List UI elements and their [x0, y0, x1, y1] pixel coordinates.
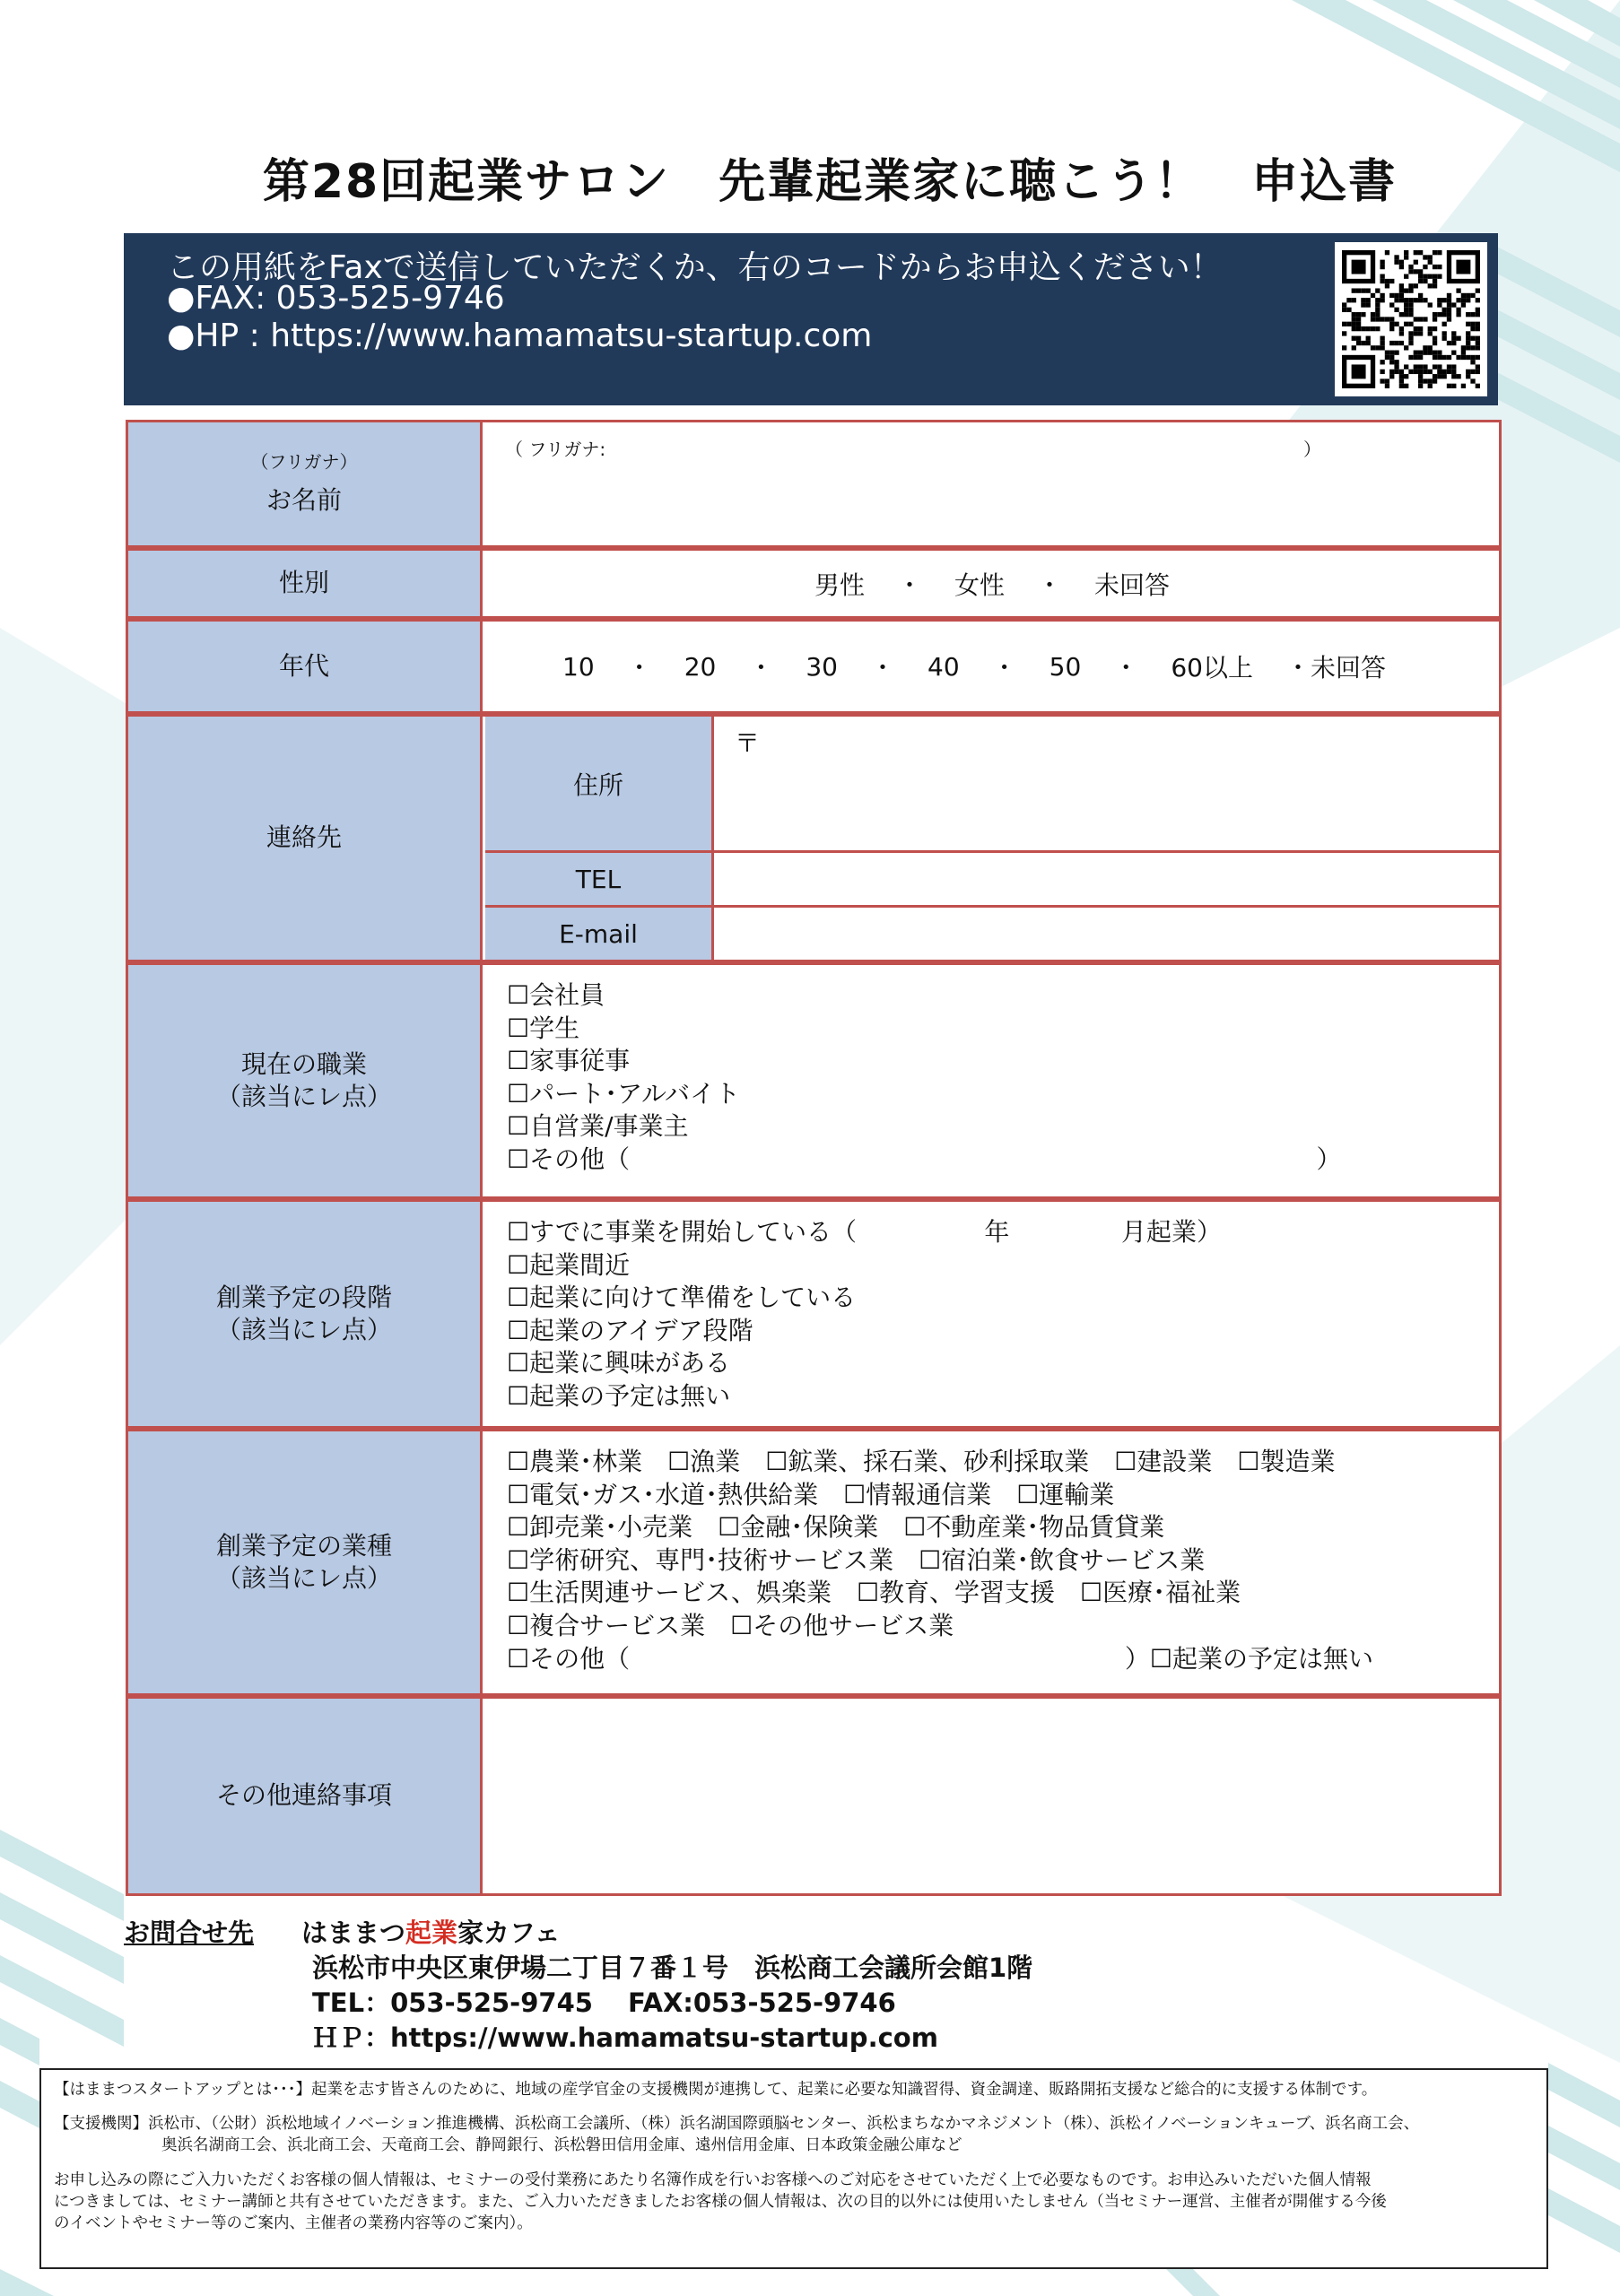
- stage-item-5[interactable]: ☐起業の予定は無い: [507, 1380, 731, 1411]
- tel-label: TEL: [485, 853, 714, 905]
- occupation-row: [126, 962, 1502, 1199]
- industry-note: （該当にレ点）: [215, 1563, 392, 1593]
- stage-item-4[interactable]: ☐起業に興味がある: [507, 1348, 731, 1378]
- inquiry-hp[interactable]: ＨＰ：https://www.hamamatsu-startup.com: [312, 2022, 938, 2053]
- postal-mark: 〒: [735, 728, 761, 758]
- occupation-item-0[interactable]: ☐会社員: [507, 980, 605, 1010]
- inquiry-org: [301, 1916, 561, 1951]
- age-option-0[interactable]: 10: [562, 651, 595, 682]
- support-line-1: 【支援機関】浜松市、（公財）浜松地域イノベーション推進機構、浜松商工会議所、（株）浜名湖国際頭脳センター、浜松まちなかマネジメント（株）、浜松イノベーションキューブ、浜名商工会、: [54, 2115, 1420, 2133]
- notice-support: [54, 2113, 1534, 2156]
- age-option-4[interactable]: 30: [806, 651, 838, 682]
- privacy-line-2: につきましては、セミナー講師と共有させていただきます。また、ご入力いただきましたお客様の個人情報は、次の目的以外には使用いたしません（当セミナー運営、主催者が開催する今後: [54, 2193, 1387, 2211]
- gender-option-3: ・: [1037, 570, 1063, 600]
- occupation-item-1[interactable]: ☐学生: [507, 1013, 580, 1043]
- notice-privacy: [54, 2170, 1534, 2234]
- stage-options[interactable]: [485, 1202, 1499, 1426]
- banner-instruction: この用紙をFaxで送信していただくか、右のコードからお申込ください！: [167, 249, 1223, 286]
- occupation-item-5[interactable]: ☐その他（ ）: [507, 1144, 1342, 1174]
- age-option-11[interactable]: ・未回答: [1285, 653, 1386, 683]
- gender-option-0[interactable]: 男性: [814, 570, 865, 600]
- occupation-item-2[interactable]: ☐家事従事: [507, 1046, 631, 1076]
- stage-note: （該当にレ点）: [215, 1315, 392, 1344]
- support-line-2: 奥浜名湖商工会、浜北商工会、天竜商工会、静岡銀行、浜松磐田信用金庫、遠州信用金庫、日本政策金融公庫など: [161, 2136, 962, 2154]
- age-row: [126, 619, 1502, 714]
- email-label: E-mail: [485, 908, 714, 960]
- kana-close: ）: [1303, 439, 1321, 460]
- gender-label: 性別: [128, 551, 483, 616]
- occupation-label: 現在の職業: [240, 1048, 367, 1079]
- privacy-line-1: お申し込みの際にご入力いただくお客様の個人情報は、セミナーの受付業務にあたり名簿作成を行いお客様へのご対応をさせていただく上で必要なものです。お申込みいただいた個人情報: [54, 2171, 1372, 2189]
- occupation-label-cell: [128, 965, 483, 1196]
- industry-label: 創業予定の業種: [215, 1530, 392, 1561]
- tel-row: [485, 853, 1502, 908]
- notice-box: [39, 2068, 1548, 2269]
- age-option-8[interactable]: 50: [1049, 651, 1082, 682]
- age-option-2[interactable]: 20: [684, 651, 717, 682]
- gender-row: [126, 548, 1502, 619]
- contact-row: [126, 714, 1502, 962]
- inquiry-block: [124, 1916, 1032, 2056]
- privacy-line-3: のイベントやセミナー等のご案内、主催者の業務内容等のご案内）。: [54, 2214, 533, 2232]
- org-pre: はままつ: [301, 1918, 406, 1948]
- age-options[interactable]: [485, 622, 1499, 711]
- address-label: 住所: [485, 717, 714, 850]
- age-option-10[interactable]: 60以上: [1171, 653, 1253, 683]
- name-label: お名前: [266, 485, 342, 516]
- org-post: 家カフェ: [457, 1918, 561, 1948]
- other-label: その他連絡事項: [128, 1699, 483, 1893]
- age-label: 年代: [128, 622, 483, 711]
- contact-fields: [485, 717, 1499, 960]
- age-option-1: ・: [626, 653, 652, 683]
- stage-label-cell: [128, 1202, 483, 1426]
- page-title: 第28回起業サロン 先輩起業家に聴こう！ 申込書: [262, 155, 1398, 209]
- gender-option-2[interactable]: 女性: [954, 570, 1005, 600]
- age-option-9: ・: [1113, 653, 1139, 683]
- gender-option-4[interactable]: 未回答: [1094, 570, 1171, 600]
- gender-options[interactable]: [485, 551, 1499, 616]
- age-option-5: ・: [869, 653, 895, 683]
- address-row: [485, 717, 1502, 853]
- age-option-6[interactable]: 40: [928, 651, 960, 682]
- occupation-item-4[interactable]: ☐自営業/事業主: [507, 1111, 689, 1142]
- name-kana-label: （フリガナ）: [250, 451, 358, 474]
- industry-item-5[interactable]: ☐複合サービス業 ☐その他サービス業: [507, 1610, 954, 1640]
- age-option-3: ・: [748, 653, 774, 683]
- other-field[interactable]: [485, 1699, 1499, 1893]
- inquiry-label: お問合せ先: [124, 1918, 255, 1948]
- industry-row: [126, 1429, 1502, 1696]
- kana-open: （ フリガナ:: [505, 439, 606, 460]
- occupation-item-3[interactable]: ☐パート･アルバイト: [507, 1078, 741, 1109]
- industry-item-3[interactable]: ☐学術研究、専門･技術サービス業 ☐宿泊業･飲食サービス業: [507, 1544, 1206, 1575]
- email-row: [485, 908, 1502, 960]
- inquiry-tel-fax: TEL：053-525-9745 FAX:053-525-9746: [312, 1987, 896, 2018]
- instruction-banner: [124, 233, 1498, 405]
- age-option-7: ・: [991, 653, 1017, 683]
- industry-item-2[interactable]: ☐卸売業･小売業 ☐金融･保険業 ☐不動産業･物品賃貸業: [507, 1512, 1165, 1543]
- gender-option-1: ・: [896, 570, 922, 600]
- name-field[interactable]: [485, 422, 1499, 545]
- industry-item-4[interactable]: ☐生活関連サービス、娯楽業 ☐教育、学習支援 ☐医療･福祉業: [507, 1578, 1241, 1608]
- email-field[interactable]: [717, 908, 1502, 960]
- stage-label: 創業予定の段階: [215, 1282, 392, 1312]
- stage-item-2[interactable]: ☐起業に向けて準備をしている: [507, 1283, 857, 1313]
- qr-code-icon[interactable]: [1335, 242, 1487, 396]
- name-label-cell: [128, 422, 483, 545]
- industry-item-1[interactable]: ☐電気･ガス･水道･熱供給業 ☐情報通信業 ☐運輸業: [507, 1479, 1115, 1509]
- occupation-note: （該当にレ点）: [215, 1082, 392, 1111]
- stage-item-1[interactable]: ☐起業間近: [507, 1249, 631, 1280]
- stage-row: [126, 1199, 1502, 1429]
- other-row: [126, 1696, 1502, 1896]
- name-row: [126, 420, 1502, 548]
- industry-options[interactable]: [485, 1431, 1499, 1693]
- industry-item-6[interactable]: ☐その他（ ）☐起業の予定は無い: [507, 1643, 1374, 1674]
- banner-hp[interactable]: ●HP : https://www.hamamatsu-startup.com: [167, 317, 873, 354]
- notice-about: 【はままつスタートアップとは･･･】起業を志す皆さんのために、地域の産学官金の支援機関が連携して、起業に必要な知識習得、資金調達、販路開拓支援など総合的に支援する体制です。: [54, 2081, 1378, 2099]
- org-red: 起業: [405, 1918, 458, 1948]
- tel-field[interactable]: [717, 853, 1502, 905]
- stage-item-3[interactable]: ☐起業のアイデア段階: [507, 1315, 753, 1345]
- contact-label: 連絡先: [128, 717, 483, 960]
- occupation-options[interactable]: [485, 965, 1499, 1196]
- industry-label-cell: [128, 1431, 483, 1693]
- banner-fax: ●FAX: 053-525-9746: [167, 280, 505, 317]
- inquiry-address: 浜松市中央区東伊場二丁目７番１号 浜松商工会議所会館1階: [312, 1952, 1033, 1983]
- stage-item-0[interactable]: ☐すでに事業を開始している（ 年 月起業）: [507, 1217, 1222, 1247]
- industry-item-0[interactable]: ☐農業･林業 ☐漁業 ☐鉱業、採石業、砂利採取業 ☐建設業 ☐製造業: [507, 1447, 1336, 1476]
- address-field[interactable]: [717, 717, 1502, 850]
